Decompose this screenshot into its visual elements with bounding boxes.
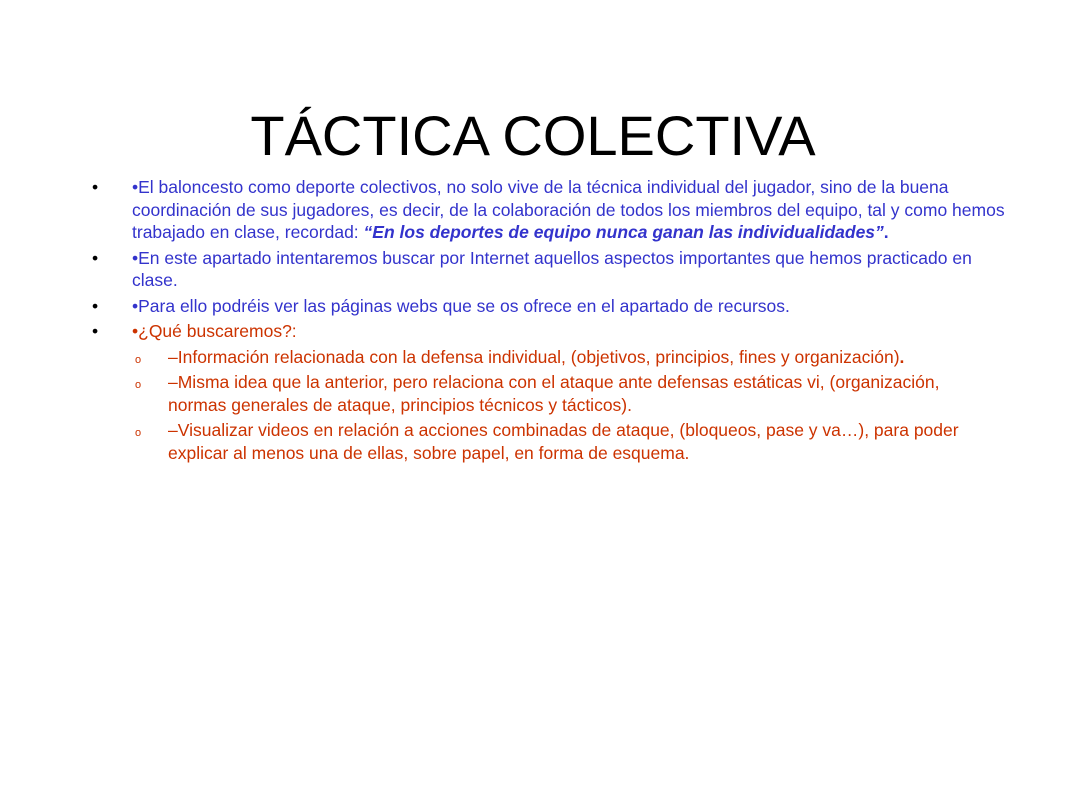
sub-bullet-marker: o bbox=[135, 379, 142, 391]
sub-bullet-marker: o bbox=[135, 353, 142, 366]
sub-bullet-marker: o bbox=[135, 427, 142, 439]
sub-bullet-item-1 bbox=[0, 346, 988, 369]
bullet-text: •¿Qué buscaremos?: bbox=[132, 321, 297, 341]
sub-bullet-item-2 bbox=[0, 371, 988, 416]
bullet-item-1 bbox=[0, 176, 1012, 244]
bullet-end: . bbox=[883, 222, 889, 242]
bullet-text: •Para ello podréis ver las páginas webs que se os ofrece en el apartado de recursos. bbox=[132, 295, 790, 316]
bullet-marker: • bbox=[92, 295, 99, 316]
bullet-item-2 bbox=[0, 247, 1012, 292]
bullet-marker: • bbox=[92, 321, 99, 341]
sub-bullet-text: –Visualizar videos en relación a acciones combinadas de ataque, (bloqueos, pase y va…), para poder explicar al menos una de ellas, sobre papel, en forma de esquema. bbox=[168, 420, 959, 463]
bullet-marker: • bbox=[92, 247, 99, 268]
sub-bullet-end: . bbox=[899, 346, 905, 367]
slide-content bbox=[0, 176, 1066, 467]
bullet-item-4 bbox=[0, 320, 1012, 343]
sub-bullet-item-3 bbox=[0, 419, 988, 464]
sub-bullet-text: –Información relacionada con la defensa individual, (objetivos, principios, fines y organización) bbox=[168, 346, 900, 367]
slide-title bbox=[0, 100, 1066, 172]
bullet-marker: • bbox=[92, 177, 99, 197]
bullet-text: •El baloncesto como deporte colectivos, no solo vive de la técnica individual del jugador, sino de la buena coordinación de sus jugadores, es decir, de la colaboración de todos los miembros del equipo, tal y como hemos trabajado en clase, recordad: bbox=[132, 177, 1005, 242]
bullet-text: •En este apartado intentaremos buscar por Internet aquellos aspectos importantes que hemos practicado en clase. bbox=[132, 247, 972, 290]
sub-bullet-text: –Misma idea que la anterior, pero relaciona con el ataque ante defensas estáticas vi, (organización, normas generales de ataque, principios técnicos y tácticos). bbox=[168, 372, 940, 415]
bullet-emphasis: “En los deportes de equipo nunca ganan las individualidades” bbox=[363, 222, 884, 242]
bullet-item-3 bbox=[0, 295, 1012, 318]
slide-title-text: TÁCTICA COLECTIVA bbox=[250, 104, 816, 167]
